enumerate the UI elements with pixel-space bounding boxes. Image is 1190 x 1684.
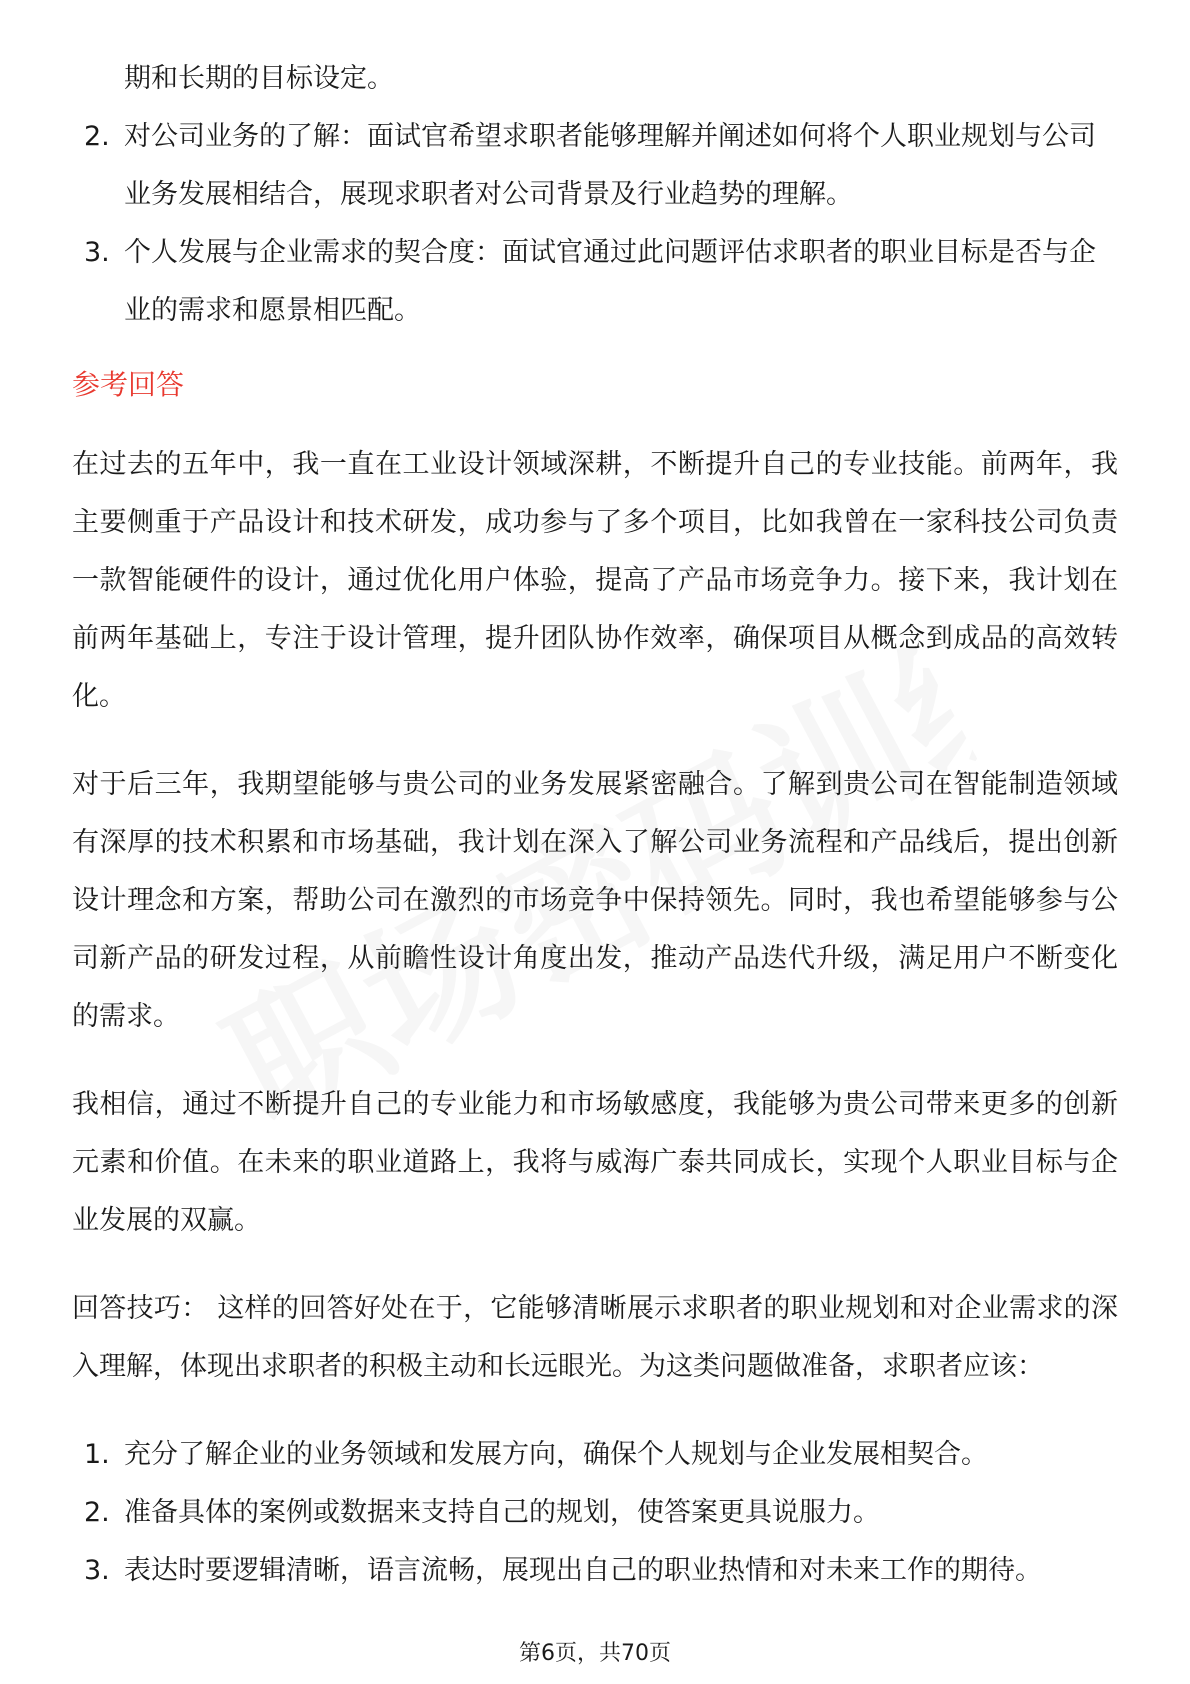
answer-tips-paragraph: 回答技巧： 这样的回答好处在于，它能够清晰展示求职者的职业规划和对企业需求的深入理解，体现出求职者的积极主动和长远眼光。为这类问题做准备，求职者应该： [72,1293,1118,1382]
answer-paragraph: 在过去的五年中，我一直在工业设计领域深耕，不断提升自己的专业技能。前两年，我主要侧重于产品设计和技术研发，成功参与了多个项目，比如我曾在一家科技公司负责一款智能硬件的设计，通过优化用户体验，提高了产品市场竞争力。接下来，我计划在前两年基础上，专注于设计管理，提升团队协作效率，确保项目从概念到成品的高效转化。 [72,449,1118,712]
list-item [72,1426,1118,1484]
list-number: 3. [84,237,110,268]
document-body [72,50,1118,1600]
list-item-text: 准备具体的案例或数据来支持自己的规划，使答案更具说服力。 [124,1497,880,1528]
list-number: 1. [84,1439,110,1470]
list-number: 2. [84,1497,110,1528]
list-number: 2. [84,121,110,152]
list-number: 3. [84,1555,110,1586]
section-title: 参考回答 [72,368,185,401]
list-item [72,108,1118,224]
list-item-text: 个人发展与企业需求的契合度：面试官通过此问题评估求职者的职业目标是否与企业的需求和愿景相匹配。 [124,237,1096,326]
tips-list [72,1426,1118,1600]
list-item-text: 对公司业务的了解：面试官希望求职者能够理解并阐述如何将个人职业规划与公司业务发展相结合，展现求职者对公司背景及行业趋势的理解。 [124,121,1096,210]
list-item [72,1484,1118,1542]
list-item [72,224,1118,340]
answer-paragraph: 我相信，通过不断提升自己的专业能力和市场敏感度，我能够为贵公司带来更多的创新元素和价值。在未来的职业道路上，我将与威海广泰共同成长，实现个人职业目标与企业发展的双赢。 [72,1089,1118,1236]
evaluation-points-list [72,108,1118,340]
answer-paragraph: 对于后三年，我期望能够与贵公司的业务发展紧密融合。了解到贵公司在智能制造领域有深厚的技术积累和市场基础，我计划在深入了解公司业务流程和产品线后，提出创新设计理念和方案，帮助公司在激烈的市场竞争中保持领先。同时，我也希望能够参与公司新产品的研发过程，从前瞻性设计角度出发，推动产品迭代升级，满足用户不断变化的需求。 [72,769,1118,1032]
list-item-text: 表达时要逻辑清晰，语言流畅，展现出自己的职业热情和对未来工作的期待。 [124,1555,1042,1586]
list-item-text: 充分了解企业的业务领域和发展方向，确保个人规划与企业发展相契合。 [124,1439,988,1470]
page-footer: 第6页，共70页 [519,1641,671,1666]
list-item [72,1542,1118,1600]
list-item-continuation: 期和长期的目标设定。 [124,63,394,94]
